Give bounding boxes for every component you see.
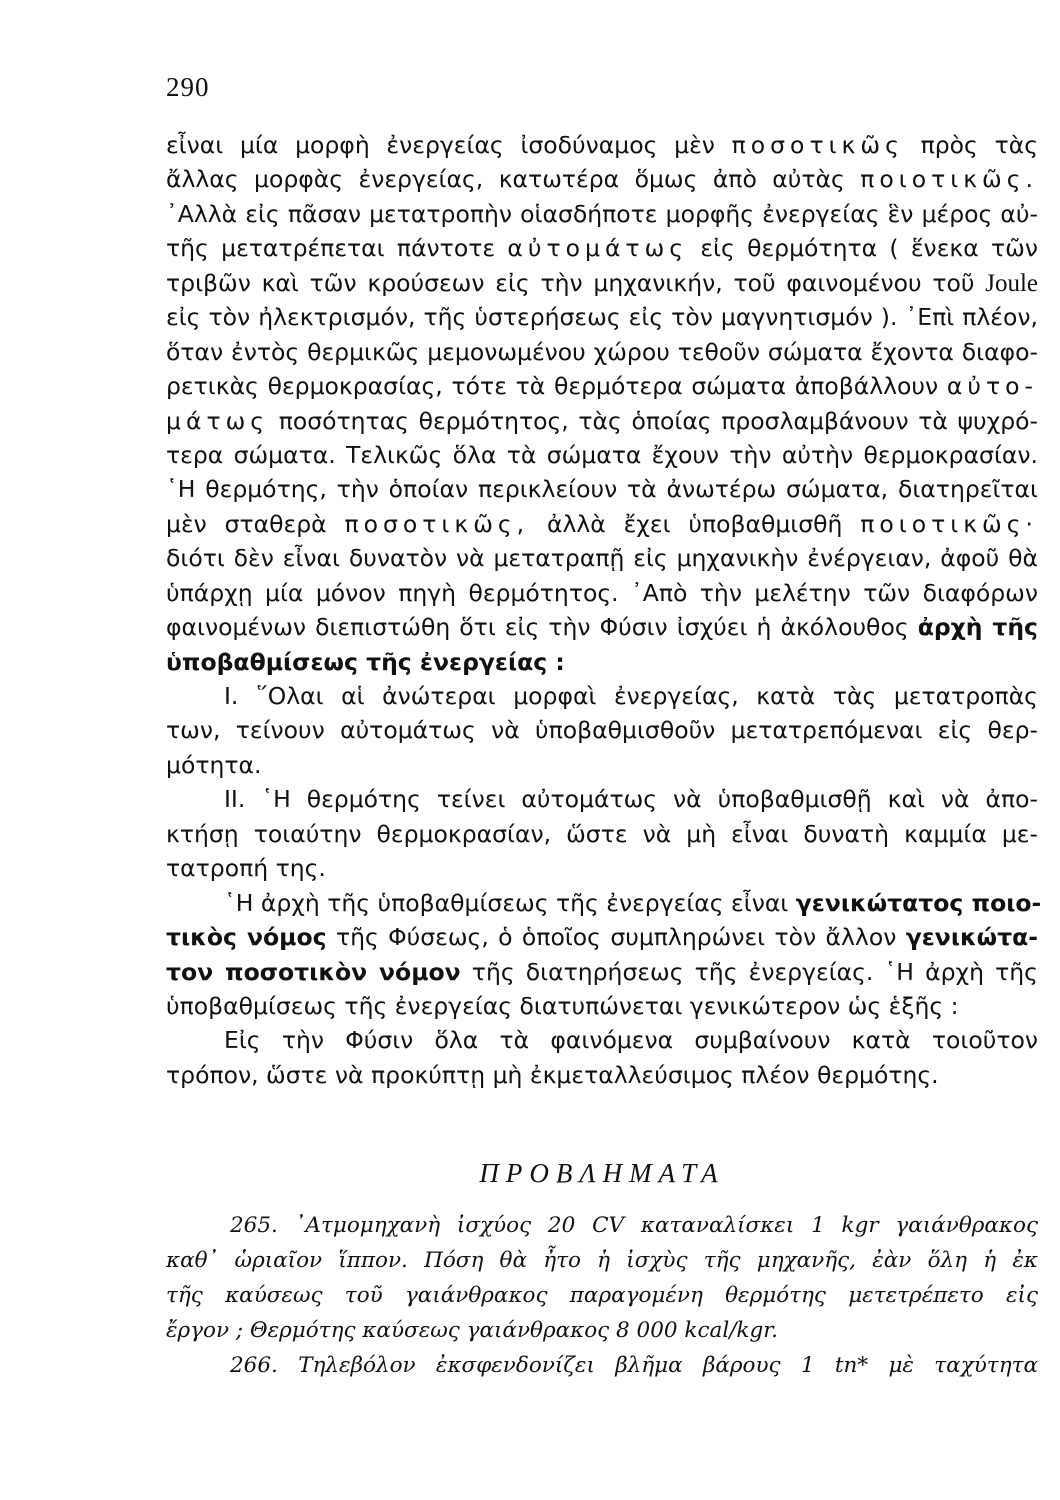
- text-line: ῾Η θερμότης, τὴν ὁποίαν περικλείουν τὰ ἀνωτέρω σώματα, διατηρεῖται: [166, 475, 1038, 504]
- page-number: 290: [166, 72, 210, 102]
- text-line: τικὸς νόμος τῆς Φύσεως, ὁ ὁποῖος συμπληρώνει τὸν ἄλλον γενικώτα-: [166, 923, 1038, 952]
- text-line: εἶναι μία μορφὴ ἐνεργείας ἰσοδύναμος μὲν ποσοτικῶς πρὸς τὰς: [166, 131, 1038, 159]
- bold-term: τον ποσοτικὸν νόμον: [166, 957, 461, 986]
- text-line: των, τείνουν αὐτομάτως νὰ ὑποβαθμισθοῦν μετατρεπόμεναι εἰς θερ-: [166, 716, 1038, 745]
- text-line: τερα σώματα. Τελικῶς ὅλα τὰ σώματα ἔχουν τὴν αὐτὴν θερμοκρασίαν.: [166, 440, 1038, 469]
- problems-heading: ΠΡΟΒΛΗΜΑΤΑ: [479, 1158, 725, 1188]
- problem-265-line: 265. ᾿Ατμομηχανὴ ἰσχύος 20 CV καταναλίσκει 1 kgr γαιάνθρακος: [230, 1213, 1038, 1238]
- spaced-word: ποσοτικῶς,: [344, 509, 530, 538]
- text-line: τον ποσοτικὸν νόμον τῆς διατηρήσεως τῆς ἐνεργείας. ῾Η ἀρχὴ τῆς: [166, 957, 1038, 986]
- text-line: [166, 645, 1038, 679]
- text-line: τῆς μετατρέπεται πάντοτε αὐτομάτως εἰς θερμότητα ( ἕνεκα τῶν: [166, 234, 1038, 263]
- text-line: μάτως ποσότητας θερμότητος, τὰς ὁποίας προσλαμβάνουν τὰ ψυχρό-: [166, 406, 1038, 435]
- statement-line: τρόπον, ὥστε νὰ προκύπτῃ μὴ ἐκμεταλλεύσιμος πλέον θερμότης.: [166, 1060, 939, 1089]
- text-line: μότητα.: [166, 750, 262, 779]
- text-line: διότι δὲν εἶναι δυνατὸν νὰ μετατραπῇ εἰς μηχανικὴν ἐνέργειαν, ἀφοῦ θὰ: [166, 544, 1038, 573]
- main-text: [166, 128, 1042, 1092]
- spaced-word: ποιοτικῶς.: [860, 165, 1038, 194]
- problem-265-line: τῆς καύσεως τοῦ γαιάνθρακος παραγομένη θερμότης μετετρέπετο εἰς: [166, 1283, 1038, 1308]
- text-line: ἄλλας μορφὰς ἐνεργείας, κατωτέρα ὅμως ἀπὸ αὐτὰς ποιοτικῶς.: [166, 165, 1038, 194]
- spaced-word: ποσοτικῶς: [731, 131, 904, 159]
- bold-term: γενικώτα-: [905, 923, 1038, 952]
- spaced-word: αὐτομάτως: [507, 234, 689, 263]
- statement-line: Εἰς τὴν Φύσιν ὅλα τὰ φαινόμενα συμβαίνουν κατὰ τοιοῦτον: [224, 1026, 1038, 1055]
- spaced-word: ποιοτικῶς·: [860, 509, 1038, 538]
- problem-265-line: ἔργον ; Θερμότης καύσεως γαιάνθρακος 8 000 kcal/kgr.: [166, 1318, 778, 1343]
- text-line: ὑποβαθμίσεως τῆς ἐνεργείας διατυπώνεται γενικώτερον ὡς ἑξῆς :: [166, 991, 959, 1020]
- problem-265-line: καθ᾿ ὡριαῖον ἵππον. Πόση θὰ ἦτο ἡ ἰσχὺς τῆς μηχανῆς, ἐὰν ὅλη ἡ ἐκ: [166, 1248, 1038, 1273]
- item-number: Ι.: [224, 682, 239, 710]
- text-line: εἰς τὸν ἠλεκτρισμόν, τῆς ὑστερήσεως εἰς τὸν μαγνητισμόν ). ᾿Επὶ πλέον,: [166, 303, 1038, 332]
- text-line: ὑπάρχῃ μία μόνον πηγὴ θερμότητος. ᾿Απὸ τὴν μελέτην τῶν διαφόρων: [166, 578, 1038, 607]
- text-line: ρετικὰς θερμοκρασίας, τότε τὰ θερμότερα σώματα ἀποβάλλουν αὐτο-: [166, 372, 1038, 401]
- problem-266-line: 266. Τηλεβόλον ἐκσφενδονίζει βλῆμα βάρους 1 tn* μὲ ταχύτητα: [230, 1353, 1038, 1378]
- text-line: κτήσῃ τοιαύτην θερμοκρασίαν, ὥστε νὰ μὴ εἶναι δυνατὴ καμμία με-: [166, 819, 1038, 848]
- problems-section: [166, 1208, 1038, 1383]
- bold-term: ἀρχὴ τῆς: [917, 613, 1038, 642]
- principle-item-2: ΙΙ. ῾Η θερμότης τείνει αὐτομάτως νὰ ὑποβαθμισθῇ καὶ νὰ ἀπο-: [224, 785, 1038, 814]
- bold-term: γενικώτατος ποιο-: [795, 888, 1042, 917]
- latin-word: Joule: [985, 269, 1038, 297]
- principle-item-1: Ι. ῞Ολαι αἱ ἀνώτεραι μορφαὶ ἐνεργείας, κατὰ τὰς μετατροπὰς: [224, 682, 1038, 710]
- spaced-word: αὐτο-: [946, 372, 1038, 401]
- item-number: ΙΙ.: [224, 785, 246, 814]
- text-line: ᾿Αλλὰ εἰς πᾶσαν μετατροπὴν οἱασδήποτε μορφῆς ἐνεργείας ἓν μέρος αὐ-: [166, 199, 1038, 228]
- text-line: μὲν σταθερὰ ποσοτικῶς, ἀλλὰ ἔχει ὑποβαθμισθῆ ποιοτικῶς·: [166, 509, 1038, 538]
- text-line: ὅταν ἐντὸς θερμικῶς μεμονωμένου χώρου τεθοῦν σώματα ἔχοντα διαφο-: [166, 337, 1038, 366]
- text-line: τριβῶν καὶ τῶν κρούσεων εἰς τὴν μηχανικήν, τοῦ φαινομένου τοῦ Joule: [166, 268, 1038, 297]
- text-line: τατροπή της.: [166, 854, 326, 883]
- spaced-word: μάτως: [166, 406, 270, 435]
- text-line: ῾Η ἀρχὴ τῆς ὑποβαθμίσεως τῆς ἐνεργείας εἶναι γενικώτατος ποιο-: [224, 888, 1042, 917]
- text-line: φαινομένων διεπιστώθη ὅτι εἰς τὴν Φύσιν ἰσχύει ἡ ἀκόλουθος ἀρχὴ τῆς: [166, 613, 1038, 642]
- bold-term: ὑποβαθμίσεως τῆς ἐνεργείας :: [166, 647, 565, 676]
- bold-term: τικὸς νόμος: [166, 923, 327, 952]
